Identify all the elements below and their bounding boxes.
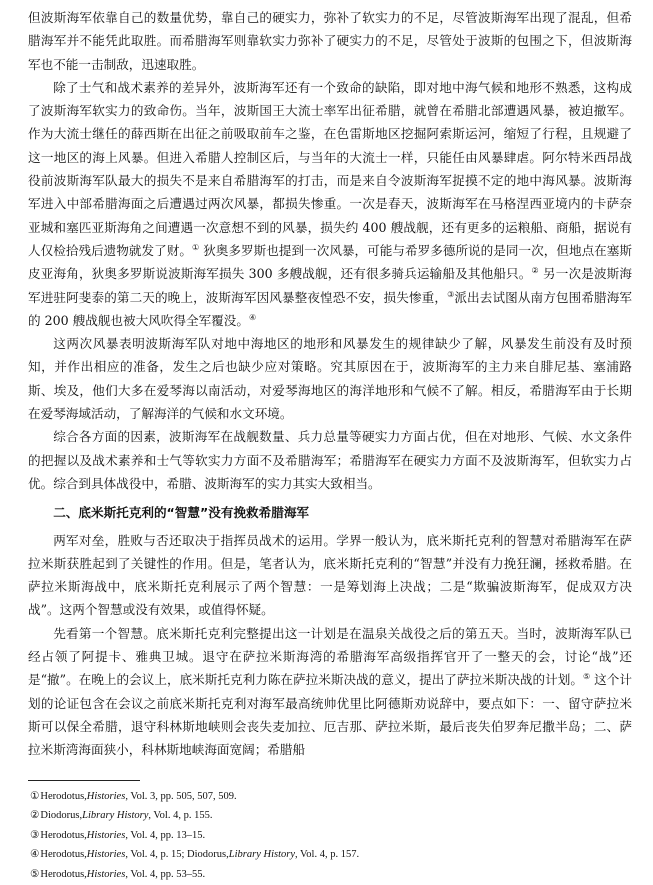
paragraph-text: 除了士气和战术素养的差异外，波斯海军还有一个致命的缺陷，即对地中海气候和地形不熟悉，这构成了波斯海军软实力的致命伤。当年，波斯国王大流士率军出征希腊，就曾在希腊北部遭遇风暴，被迫撤军。作为大流士继任的薛西斯在出征之前吸取前车之鉴，在色雷斯地区挖掘阿索斯运河，缩短了行程，且规避了这一地区的海上风暴。但进入希腊人控制区后，与当年的大流士一样，只能任由风暴肆虐。阿尔特米西昂战役前波斯海军队最大的损失不是来自希腊海军的打击，而是来自令波斯海军捉摸不定的地中海风暴。波斯海军进入中部希腊海面之后遭遇过两次风暴，都损失惨重。一次是春天，波斯海军在马格涅西亚境内的卡萨奈亚城和塞匹亚斯海角之间遭遇一次意想不到的风暴，损失约 400 艘战舰，还有更多的运粮船、商船，据说有人仅检拾残后遗物就发了财。	[28, 79, 632, 258]
body-paragraph	[28, 425, 632, 495]
footnote-work-title: Library History	[82, 810, 149, 822]
footnote-marker: ④	[248, 312, 257, 322]
footnote-work-title: Histories	[86, 849, 126, 861]
paragraph-text: 派出去试图从南方包围希腊海军的 200 艘战舰也被大风吹得全军覆没。	[28, 289, 633, 328]
body-paragraph	[28, 332, 632, 425]
body-text-bottom	[28, 529, 632, 762]
footnote-work-title: Histories	[86, 868, 126, 880]
footnote-author: Diodorus,	[40, 810, 83, 822]
paragraph-text: 另一次是波斯海军进驻阿斐泰的第二天的晚上，波斯海军因风暴整夜惶恐不安，损失惨重，	[28, 266, 633, 305]
footnote-citation: , Vol. 4, p. 15; Diodorus,	[125, 849, 229, 861]
footnote-number: ③	[30, 829, 40, 841]
footnote-marker: ③	[447, 289, 455, 299]
body-paragraph	[28, 622, 632, 762]
footnote-citation: , Vol. 4, pp. 13–15.	[125, 829, 206, 841]
paragraph-text: 先看第一个智慧。底米斯托克利完整提出这一计划是在温泉关战役之后的第五天。当时，波斯海军队已经占领了阿提卡、雅典卫城。退守在萨拉米斯海湾的希腊海军高级指挥官开了一整天的会，讨论“战”还是“撤”。在晚上的会议上，底米斯托克利力陈在萨拉米斯决战的意义，提出了萨拉米斯决战的计划。	[28, 625, 632, 688]
footnote-divider	[28, 780, 140, 781]
footnote-item	[28, 845, 632, 865]
footnote-item	[28, 826, 632, 846]
body-paragraph	[28, 6, 632, 76]
paragraph-text: 综合各方面的因素，波斯海军在战舰数量、兵力总量等硬实力方面占优，但在对地形、气候、水文条件的把握以及战术素养和士气等软实力方面不及希腊海军；希腊海军在硬实力方面不及波斯海军，但软实力占优。综合到具体战役中，希腊、波斯海军的实力其实大致相当。	[28, 429, 632, 491]
footnote-author: Herodotus,	[40, 790, 87, 802]
footnote-number: ②	[30, 810, 40, 822]
paragraph-text: 狄奥多罗斯也提到一次风暴，可能与希罗多德所说的是同一次，但地点在塞斯皮亚海角，狄奥多罗斯说波斯海军损失 300 多艘战舰，还有很多骑兵运输船及其他船只。	[28, 242, 633, 282]
paper-page	[28, 6, 632, 884]
section-heading: 二、底米斯托克利的“智慧”没有挽救希腊海军	[53, 505, 310, 521]
body-paragraph	[28, 76, 632, 332]
footnote-work-title: Histories	[86, 790, 126, 802]
paragraph-text: 但波斯海军依靠自己的数量优势，靠自己的硬实力，弥补了软实力的不足，尽管波斯海军出现了混乱，但希腊海军并不能凭此取胜。而希腊海军则靠软实力弥补了硬实力的不足，尽管处于波斯的包围之下，但波斯海军也不能一击制敌，迅速取胜。	[28, 10, 632, 72]
footnote-citation: , Vol. 4, pp. 53–55.	[125, 868, 206, 880]
footnote-work-title: Histories	[86, 829, 126, 841]
footnote-author: Herodotus,	[40, 849, 87, 861]
footnote-author: Herodotus,	[40, 868, 87, 880]
footnote-list	[28, 787, 632, 885]
footnote-work-title: Library History	[228, 849, 295, 861]
footnote-number: ①	[30, 790, 40, 802]
footnote-marker: ①	[191, 242, 200, 252]
footnote-item	[28, 806, 632, 826]
footnote-citation: , Vol. 4, p. 155.	[148, 810, 213, 822]
footnote-item	[28, 787, 632, 807]
footnote-marker: ②	[531, 266, 539, 276]
footnote-citation: , Vol. 3, pp. 505, 507, 509.	[125, 790, 237, 802]
paragraph-text: 两军对垒，胜败与否还取决于指挥员战术的运用。学界一般认为，底米斯托克利的智慧对希腊海军在萨拉米斯获胜起到了关键性的作用。但是，笔者认为，底米斯托克利的“智慧”并没有力挽狂澜，拯救希腊。在萨拉米斯海战中，底米斯托克利展示了两个智慧：一是筹划海上决战；二是“欺骗波斯海军，促成双方决战”。这两个智慧或没有效果，或值得怀疑。	[28, 532, 632, 618]
footnote-marker: ⑤	[582, 672, 591, 682]
footnote-number: ④	[30, 849, 40, 861]
footnote-number: ⑤	[30, 868, 40, 880]
footnote-item	[28, 865, 632, 885]
footnote-author: Herodotus,	[40, 829, 87, 841]
paragraph-text: 这两次风暴表明波斯海军队对地中海地区的地形和风暴发生的规律缺少了解，风暴发生前没有及时预知，并作出相应的准备，发生之后也缺少应对策略。究其原因在于，波斯海军的主力来自腓尼基、塞浦路斯、埃及，他们大多在爱琴海以南活动，对爱琴海地区的海洋地形和气候不了解。相反，希腊海军由于长期在爱琴海域活动，了解海洋的气候和水文环境。	[28, 336, 632, 422]
footnote-citation: , Vol. 4, p. 157.	[295, 849, 360, 861]
body-text-top	[28, 6, 632, 495]
body-paragraph	[28, 529, 632, 622]
paragraph-text: 这个计划的论证包含在会议之前底米斯托克利对海军最高统帅优里比阿德斯劝说辞中，要点如下：一、留守萨拉米斯可以保全希腊，退守科林斯地峡则会丧失麦加拉、厄吉那、萨拉米斯，最后丧失伯罗奔尼撒半岛；二、萨拉米斯湾海面狭小，科林斯地峡海面宽阔；希腊船	[28, 672, 632, 758]
